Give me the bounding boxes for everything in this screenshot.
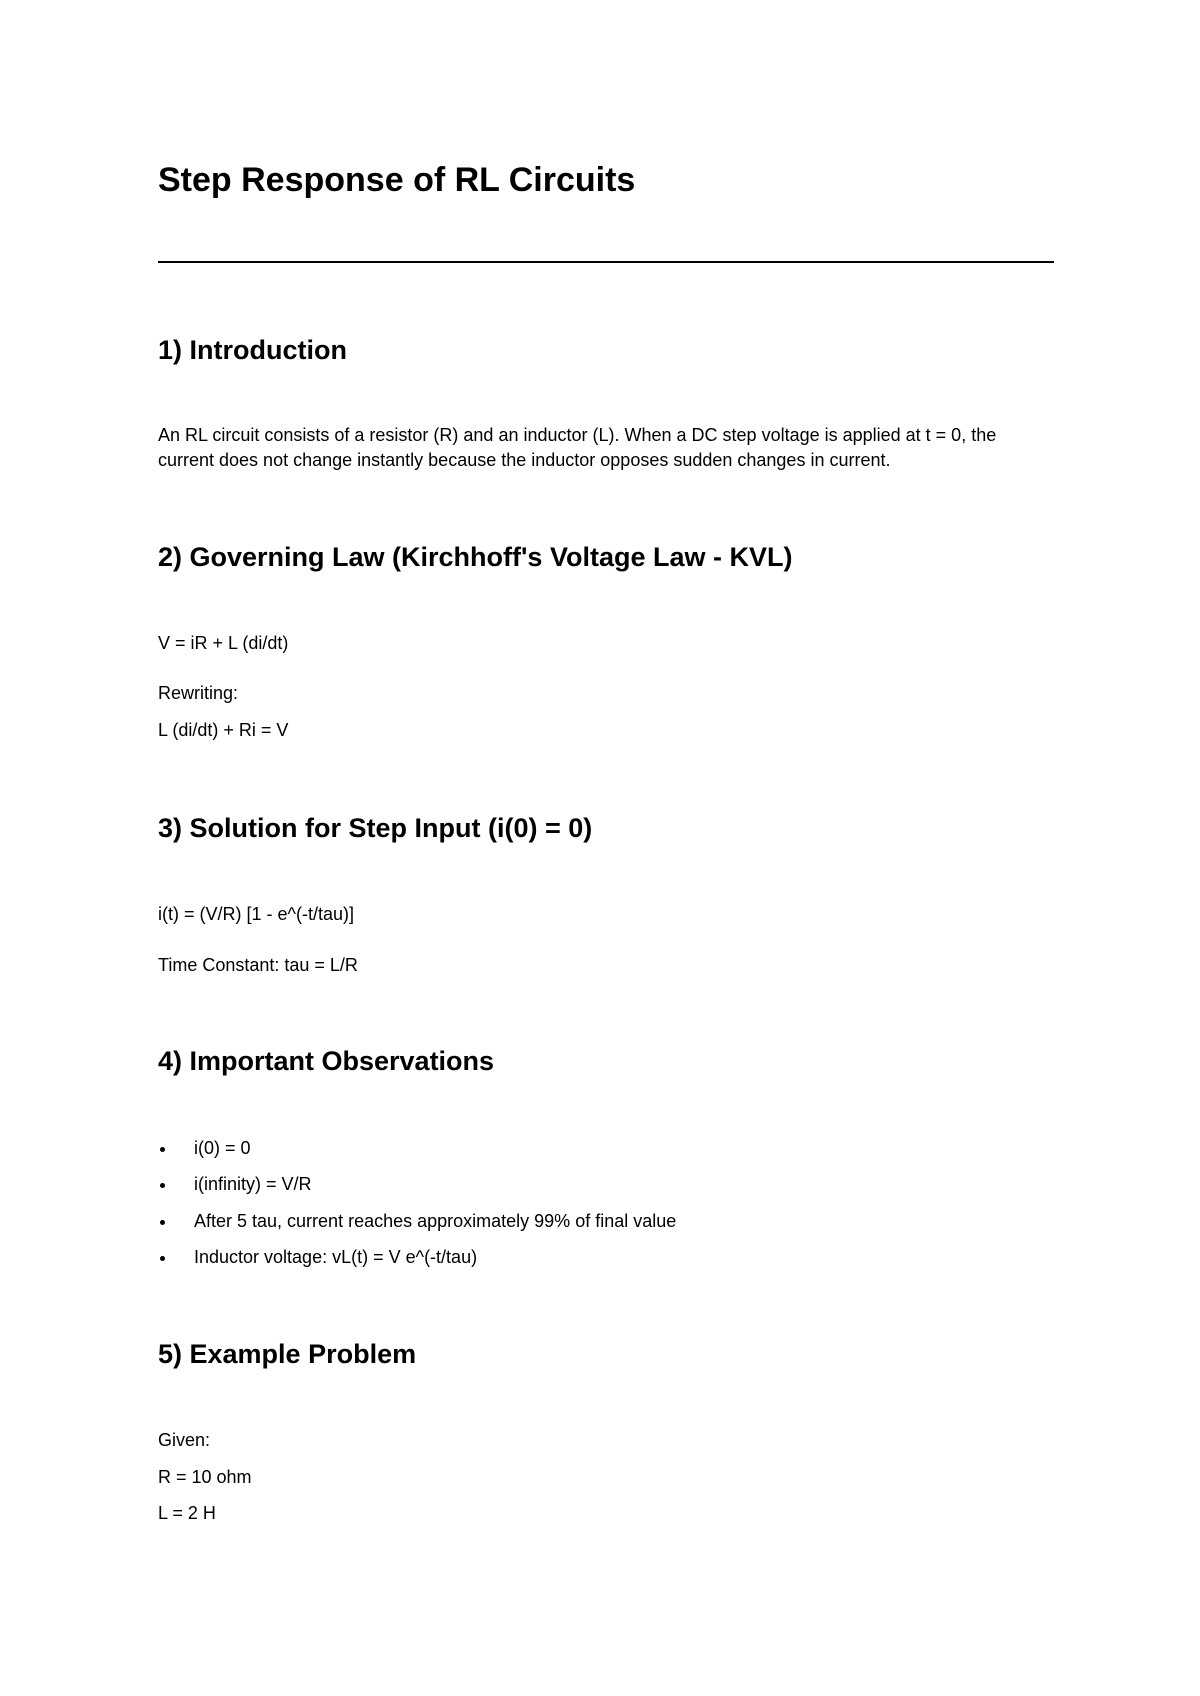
- observation-list-item: [158, 1136, 251, 1161]
- section-heading-example: 5) Example Problem: [158, 1339, 417, 1369]
- observation-list-item: [158, 1172, 312, 1197]
- kvl-equation: V = iR + L (di/dt): [158, 633, 289, 653]
- bullet-icon: [160, 1183, 165, 1188]
- given-label: Given:: [158, 1430, 211, 1450]
- observation-text: After 5 tau, current reaches approximately 99% of final value: [194, 1211, 677, 1231]
- inductance-value: L = 2 H: [158, 1503, 216, 1523]
- introduction-paragraph: An RL circuit consists of a resistor (R) and an inductor (L). When a DC step voltage is applied at t = 0, the current does not change instantly because the inductor opposes sudden changes in current.: [158, 425, 997, 470]
- step-solution-equation: i(t) = (V/R) [1 - e^(-t/tau)]: [158, 904, 354, 924]
- page-title: Step Response of RL Circuits: [158, 161, 636, 199]
- rewriting-label: Rewriting:: [158, 683, 239, 703]
- observation-text: Inductor voltage: vL(t) = V e^(-t/tau): [194, 1247, 478, 1267]
- section-heading-governing-law: 2) Governing Law (Kirchhoff's Voltage Law - KVL): [158, 542, 793, 572]
- bullet-icon: [160, 1220, 165, 1225]
- observation-text: i(infinity) = V/R: [194, 1174, 312, 1194]
- resistance-value: R = 10 ohm: [158, 1467, 252, 1487]
- bullet-icon: [160, 1147, 165, 1152]
- observation-list-item: [158, 1245, 477, 1270]
- observation-list-item: [158, 1209, 676, 1234]
- section-heading-observations: 4) Important Observations: [158, 1046, 495, 1076]
- bullet-icon: [160, 1256, 165, 1261]
- section-heading-solution: 3) Solution for Step Input (i(0) = 0): [158, 813, 593, 843]
- observation-text: i(0) = 0: [194, 1138, 251, 1158]
- time-constant-text: Time Constant: tau = L/R: [158, 955, 358, 975]
- horizontal-rule: [158, 261, 1054, 263]
- section-heading-introduction: 1) Introduction: [158, 335, 347, 365]
- kvl-rewritten-equation: L (di/dt) + Ri = V: [158, 720, 289, 740]
